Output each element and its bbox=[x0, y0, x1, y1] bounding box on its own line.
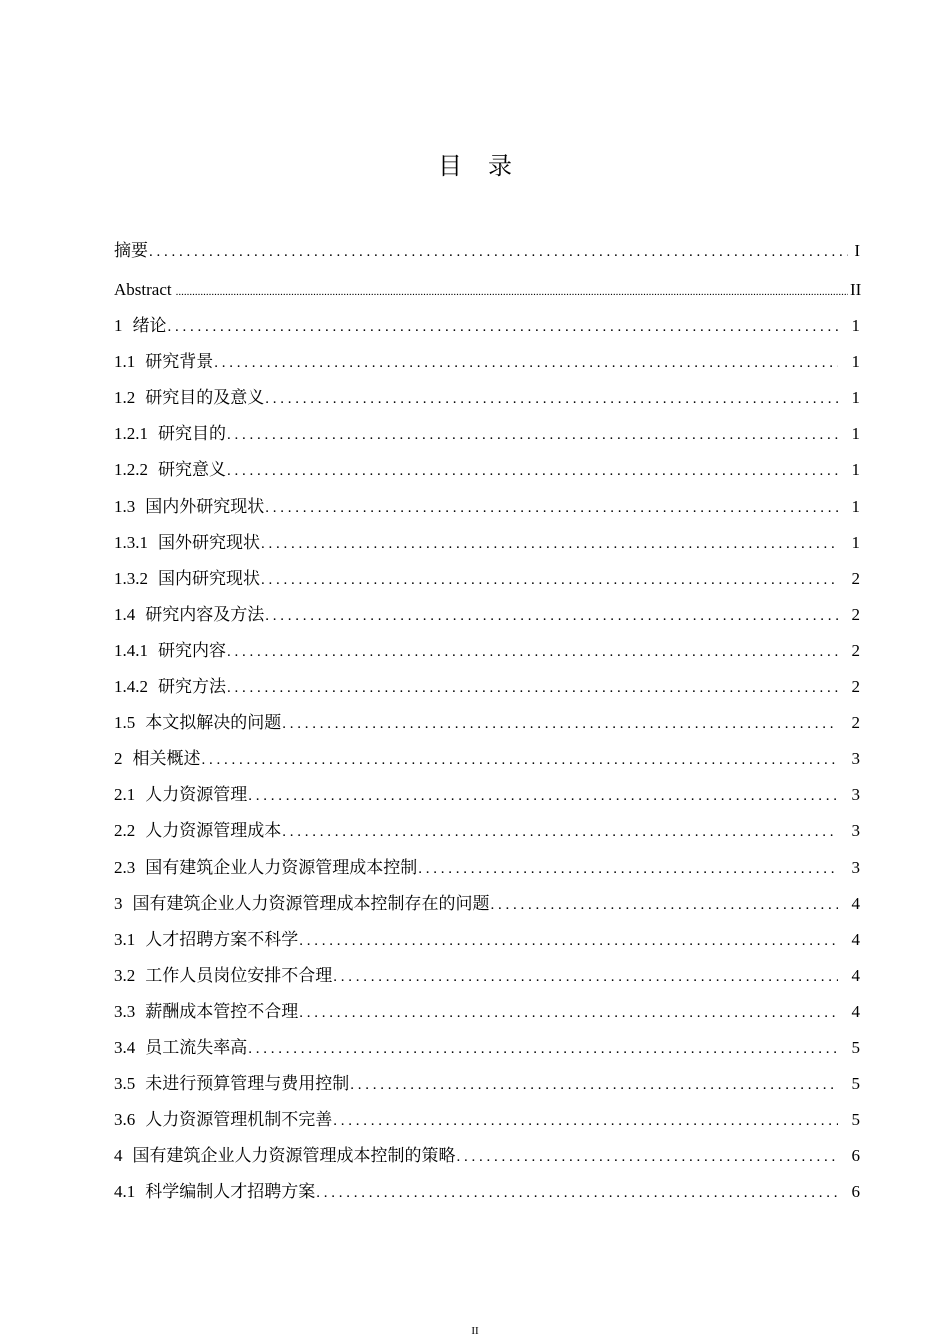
toc-entry-leader bbox=[299, 996, 838, 1030]
toc-entry[interactable] bbox=[114, 814, 860, 850]
toc-entry-page: 3 bbox=[851, 857, 860, 877]
toc-entry-label: 国有建筑企业人力资源管理成本控制 bbox=[145, 857, 418, 877]
toc-entry-label: 研究意义 bbox=[158, 460, 226, 480]
toc-entry[interactable] bbox=[114, 1067, 860, 1103]
toc-entry-label: 科学编制人才招聘方案 bbox=[145, 1182, 316, 1202]
toc-entry[interactable] bbox=[114, 634, 860, 670]
toc-entry-page: I bbox=[854, 241, 860, 260]
page-title-char-1: 目 bbox=[438, 152, 462, 180]
toc-entry-number: 2.1 bbox=[114, 785, 136, 805]
toc-entry-leader bbox=[265, 599, 838, 633]
toc-entry-leader bbox=[282, 707, 838, 741]
toc-entry-number: 3.2 bbox=[114, 965, 136, 985]
toc-entry-number: 1.3 bbox=[114, 496, 136, 516]
toc-entry[interactable] bbox=[114, 995, 860, 1031]
toc-entry[interactable] bbox=[114, 1139, 860, 1175]
toc-entry-page: 1 bbox=[851, 532, 860, 552]
toc-entry-leader bbox=[261, 563, 838, 597]
toc-entry-label: 国外研究现状 bbox=[158, 532, 260, 552]
toc-entry-page: 2 bbox=[851, 640, 860, 660]
toc-entry-leader bbox=[227, 671, 838, 705]
toc-entry-page: 1 bbox=[851, 316, 860, 336]
toc-entry[interactable] bbox=[114, 1103, 860, 1139]
toc-entry-leader bbox=[265, 491, 838, 525]
toc-entry-page: 1 bbox=[851, 460, 860, 480]
toc-entry-leader bbox=[248, 779, 838, 813]
toc-entry-leader bbox=[227, 635, 838, 669]
toc-entry-leader bbox=[261, 527, 838, 561]
toc-entry-page: 1 bbox=[851, 424, 860, 444]
toc-entry-page: 1 bbox=[851, 352, 860, 372]
toc-entry-page: 1 bbox=[851, 496, 860, 516]
toc-entry-number: 1.3.1 bbox=[114, 532, 148, 552]
toc-entry-leader bbox=[265, 382, 838, 416]
toc-entry-page: 1 bbox=[851, 388, 860, 408]
toc-entry-label: 绪论 bbox=[132, 316, 167, 336]
toc-entry[interactable] bbox=[114, 959, 860, 995]
toc-entry-label: 国有建筑企业人力资源管理成本控制的策略 bbox=[132, 1146, 456, 1166]
toc-entry-label: 摘要 bbox=[114, 241, 148, 260]
toc-entry-number: 1 bbox=[114, 316, 123, 336]
toc-entry-number: 1.4 bbox=[114, 604, 136, 624]
toc-entry-leader bbox=[457, 1140, 839, 1174]
toc-entry[interactable] bbox=[114, 273, 860, 309]
toc-entry-leader bbox=[214, 346, 838, 380]
toc-entry-number: 1.1 bbox=[114, 352, 136, 372]
toc-entry-label: 人力资源管理 bbox=[145, 785, 248, 805]
toc-entry-label: 员工流失率高 bbox=[145, 1037, 248, 1057]
toc-entry[interactable] bbox=[114, 417, 860, 453]
toc-entry-number: 1.2.2 bbox=[114, 460, 148, 480]
toc-entry-leader bbox=[282, 815, 838, 849]
toc-entry-number: 3.5 bbox=[114, 1074, 136, 1094]
toc-entry-label: 未进行预算管理与费用控制 bbox=[145, 1074, 350, 1094]
toc-entry[interactable] bbox=[114, 453, 860, 489]
toc-entry-number: 2.2 bbox=[114, 821, 136, 841]
toc-entry[interactable] bbox=[114, 887, 860, 923]
toc-entry[interactable] bbox=[114, 923, 860, 959]
toc-entry-leader bbox=[227, 418, 838, 452]
toc-entry-label: 相关概述 bbox=[132, 749, 201, 769]
toc-entry-page: 3 bbox=[851, 785, 860, 805]
toc-entry-number: 4.1 bbox=[114, 1182, 136, 1202]
toc-entry-page: II bbox=[850, 280, 862, 299]
toc-entry-leader bbox=[202, 743, 839, 777]
toc-entry-number: 1.4.2 bbox=[114, 677, 148, 697]
toc-entry-label: 研究目的 bbox=[158, 424, 226, 444]
toc-entry-label: 人力资源管理机制不完善 bbox=[145, 1110, 333, 1130]
toc-entry-label: 研究背景 bbox=[145, 352, 214, 372]
toc-entry-page: 2 bbox=[851, 677, 860, 697]
toc-entry[interactable] bbox=[114, 490, 860, 526]
toc-entry-page: 2 bbox=[851, 713, 860, 733]
toc-entry-label: 国内外研究现状 bbox=[145, 496, 265, 516]
toc-entry[interactable] bbox=[114, 1175, 860, 1211]
toc-entry-label: 人力资源管理成本 bbox=[145, 821, 282, 841]
toc-entry-number: 1.3.2 bbox=[114, 568, 148, 588]
toc-entry-label: 薪酬成本管控不合理 bbox=[145, 1001, 299, 1021]
toc-entry-page: 6 bbox=[851, 1182, 860, 1202]
toc-entry-leader bbox=[299, 924, 838, 958]
toc-entry-page: 2 bbox=[851, 604, 860, 624]
toc-entry-leader bbox=[350, 1068, 838, 1102]
toc-entry-label: 人才招聘方案不科学 bbox=[145, 929, 299, 949]
toc-entry-number: 4 bbox=[114, 1146, 123, 1166]
toc-entry[interactable] bbox=[114, 778, 860, 814]
toc-entry-leader bbox=[149, 235, 848, 269]
toc-entry-number: 1.2 bbox=[114, 388, 136, 408]
toc-entry[interactable] bbox=[114, 345, 860, 381]
table-of-contents bbox=[114, 234, 860, 1211]
toc-entry[interactable] bbox=[114, 670, 860, 706]
toc-entry-leader bbox=[227, 454, 838, 488]
toc-entry-number: 3.1 bbox=[114, 929, 136, 949]
toc-entry[interactable] bbox=[114, 598, 860, 634]
toc-entry-leader bbox=[418, 852, 838, 886]
toc-entry-page: 4 bbox=[851, 1001, 860, 1021]
toc-entry-leader bbox=[333, 1104, 838, 1138]
toc-entry-page: 5 bbox=[851, 1074, 860, 1094]
toc-entry-leader bbox=[491, 888, 839, 922]
toc-entry-number: 1.4.1 bbox=[114, 640, 148, 660]
toc-entry-number: 2 bbox=[114, 749, 123, 769]
toc-entry-label: 工作人员岗位安排不合理 bbox=[145, 965, 333, 985]
toc-entry-label: 本文拟解决的问题 bbox=[145, 713, 282, 733]
toc-entry[interactable] bbox=[114, 1031, 860, 1067]
toc-entry[interactable] bbox=[114, 742, 860, 778]
toc-entry-label: 研究目的及意义 bbox=[145, 388, 265, 408]
page-title-char-2: 录 bbox=[488, 152, 512, 180]
toc-entry[interactable] bbox=[114, 562, 860, 598]
page-footer-number: II bbox=[471, 1325, 479, 1337]
toc-entry-page: 5 bbox=[851, 1110, 860, 1130]
toc-entry-number: 3.4 bbox=[114, 1037, 136, 1057]
toc-entry-number: 3.3 bbox=[114, 1001, 136, 1021]
toc-entry-page: 3 bbox=[851, 821, 860, 841]
toc-entry-leader bbox=[168, 310, 839, 344]
toc-entry-leader bbox=[248, 1032, 838, 1066]
toc-entry-page: 5 bbox=[851, 1037, 860, 1057]
toc-entry-page: 3 bbox=[851, 749, 860, 769]
toc-entry-leader bbox=[316, 1176, 838, 1210]
toc-entry-leader bbox=[176, 275, 848, 309]
toc-entry-page: 6 bbox=[851, 1146, 860, 1166]
toc-entry-page: 2 bbox=[851, 568, 860, 588]
toc-entry-page: 4 bbox=[851, 929, 860, 949]
toc-entry-number: 2.3 bbox=[114, 857, 136, 877]
toc-entry-number: 1.5 bbox=[114, 713, 136, 733]
toc-entry[interactable] bbox=[114, 526, 860, 562]
toc-entry-label: Abstract bbox=[114, 280, 172, 299]
toc-entry-leader bbox=[333, 960, 838, 994]
toc-entry-label: 研究内容及方法 bbox=[145, 604, 265, 624]
toc-entry-label: 研究内容 bbox=[158, 640, 226, 660]
toc-entry[interactable] bbox=[114, 309, 860, 345]
toc-entry-number: 1.2.1 bbox=[114, 424, 148, 444]
toc-entry-label: 研究方法 bbox=[158, 677, 226, 697]
toc-entry-page: 4 bbox=[851, 965, 860, 985]
toc-entry-label: 国有建筑企业人力资源管理成本控制存在的问题 bbox=[132, 893, 490, 913]
toc-entry[interactable] bbox=[114, 851, 860, 887]
toc-entry-number: 3.6 bbox=[114, 1110, 136, 1130]
toc-entry[interactable] bbox=[114, 234, 860, 273]
toc-entry-number: 3 bbox=[114, 893, 123, 913]
toc-entry[interactable] bbox=[114, 706, 860, 742]
toc-entry-label: 国内研究现状 bbox=[158, 568, 260, 588]
page-title bbox=[0, 146, 950, 181]
toc-entry-page: 4 bbox=[851, 893, 860, 913]
toc-entry[interactable] bbox=[114, 381, 860, 417]
